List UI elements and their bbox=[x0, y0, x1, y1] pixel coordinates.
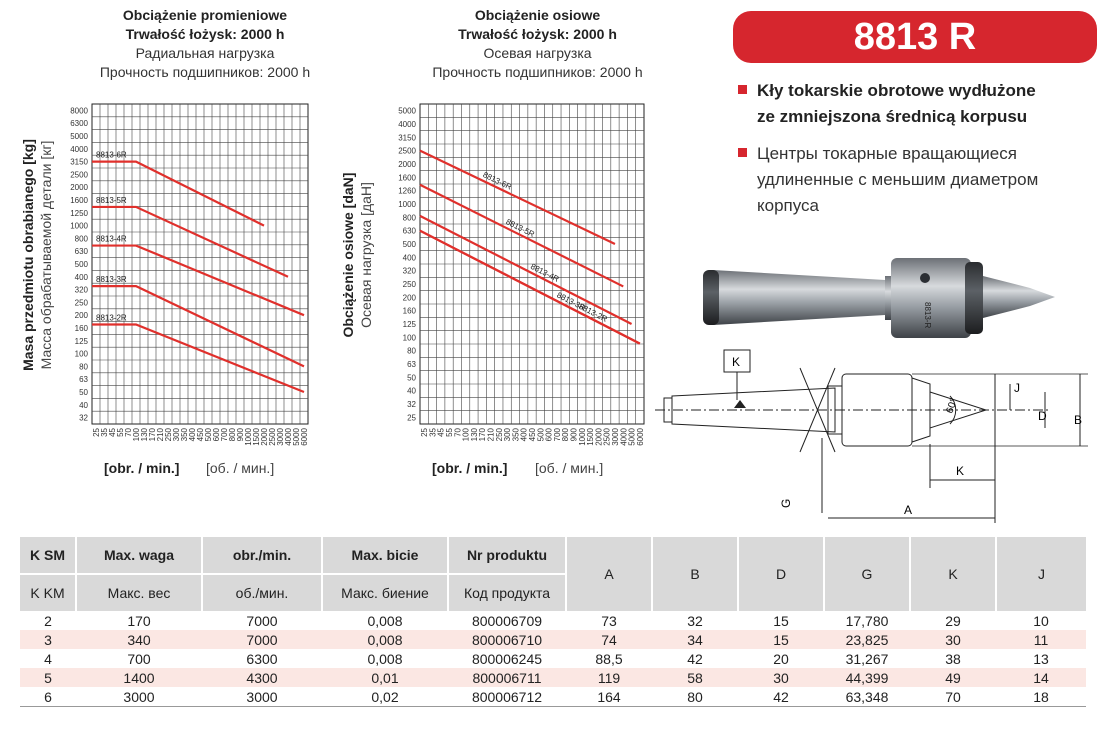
table-cell: 2 bbox=[44, 612, 52, 629]
table-cell: 1400 bbox=[76, 668, 202, 687]
y-tick-label: 500 bbox=[402, 240, 416, 249]
x-tick-label: 2500 bbox=[268, 428, 277, 446]
table-cell: 74 bbox=[566, 630, 652, 649]
table-cell: 15 bbox=[738, 630, 824, 649]
table-cell: 800006245 bbox=[471, 650, 543, 667]
y-tick-label: 25 bbox=[407, 413, 416, 423]
x-tick-label: 70 bbox=[453, 428, 463, 437]
y-tick-label: 4000 bbox=[70, 144, 88, 154]
table-cell: 800006710 bbox=[448, 630, 566, 649]
y-tick-label: 1250 bbox=[70, 208, 88, 218]
chart2-subtitle: Trwałość łożysk: 2000 h bbox=[458, 26, 617, 42]
header-k-sm: K SM bbox=[20, 537, 76, 574]
x-tick-label: 500 bbox=[536, 428, 546, 442]
x-tick-label: 6000 bbox=[300, 428, 309, 446]
y-tick-label: 3150 bbox=[70, 157, 88, 167]
y-tick-label: 80 bbox=[407, 346, 416, 356]
header-d: D bbox=[738, 537, 824, 611]
x-tick-label: 130 bbox=[469, 428, 479, 442]
drawing-label-d: D bbox=[1038, 409, 1047, 423]
header-max-runout: Max. bicie bbox=[322, 537, 448, 574]
x-tick-label: 1000 bbox=[577, 428, 587, 446]
chart2-title-block bbox=[400, 6, 675, 82]
table-cell: 34 bbox=[652, 630, 738, 649]
series-label: 8813-2R bbox=[577, 301, 609, 324]
table-cell: 0,008 bbox=[322, 630, 448, 649]
x-tick-label: 250 bbox=[164, 428, 173, 442]
y-tick-label: 32 bbox=[79, 413, 88, 423]
table-cell: 6300 bbox=[246, 650, 278, 667]
table-cell: 0,008 bbox=[367, 650, 403, 667]
x-tick-label: 45 bbox=[108, 428, 117, 437]
x-tick-label: 5000 bbox=[627, 428, 637, 446]
table-cell: 4300 bbox=[202, 668, 322, 687]
series-label: 8813-6R bbox=[96, 150, 127, 160]
y-tick-label: 125 bbox=[74, 336, 88, 346]
x-tick-label: 400 bbox=[188, 428, 197, 442]
table-row bbox=[20, 687, 1086, 707]
x-tick-label: 55 bbox=[116, 428, 125, 437]
table-cell: 13 bbox=[1033, 650, 1049, 667]
y-tick-label: 200 bbox=[402, 293, 416, 303]
x-tick-label: 1000 bbox=[244, 428, 253, 446]
y-tick-label: 1600 bbox=[70, 196, 88, 205]
series-label: 8813-6R bbox=[481, 170, 514, 192]
chart2-xlabel-ru: [об. / мин.] bbox=[535, 460, 604, 476]
x-tick-label: 210 bbox=[486, 428, 496, 442]
x-tick-label: 130 bbox=[140, 428, 149, 442]
chart2-subtitle-ru: Прочность подшипников: 2000 h bbox=[432, 64, 643, 80]
table-cell: 5 bbox=[20, 668, 76, 687]
chart1-subtitle-ru: Прочность подшипников: 2000 h bbox=[99, 64, 311, 80]
y-tick-label: 100 bbox=[74, 349, 88, 359]
y-tick-label: 5000 bbox=[70, 132, 88, 141]
y-tick-label: 1260 bbox=[398, 186, 416, 196]
model-badge: 8813 R bbox=[733, 11, 1097, 63]
y-tick-label: 125 bbox=[402, 320, 416, 329]
table-cell: 340 bbox=[76, 630, 202, 649]
drawing-label-angle: 60° bbox=[944, 397, 960, 416]
drawing-label-b: B bbox=[1074, 413, 1083, 427]
series-label: 8813-4R bbox=[96, 234, 127, 244]
chart2-xlabel: [obr. / min.] bbox=[432, 460, 508, 476]
x-tick-label: 2000 bbox=[260, 428, 269, 446]
product-image bbox=[695, 240, 1070, 350]
x-tick-label: 4000 bbox=[619, 428, 629, 446]
y-tick-label: 32 bbox=[407, 400, 416, 409]
table-cell: 63,348 bbox=[824, 687, 910, 707]
y-tick-label: 500 bbox=[74, 260, 88, 269]
x-tick-label: 500 bbox=[204, 428, 213, 442]
x-tick-label: 450 bbox=[528, 428, 537, 442]
table-cell: 119 bbox=[566, 668, 652, 687]
x-tick-label: 2000 bbox=[594, 428, 604, 446]
chart1-ylabel: Masa przedmiotu obrabianego [kg] bbox=[20, 139, 36, 371]
header-b: B bbox=[652, 537, 738, 611]
table-cell: 44,399 bbox=[824, 668, 910, 687]
x-tick-label: 35 bbox=[100, 428, 109, 437]
chart2-ylabel: Obciążenie osiowe [daN] bbox=[340, 172, 356, 338]
y-tick-label: 250 bbox=[74, 298, 88, 308]
y-tick-label: 63 bbox=[407, 360, 416, 369]
y-tick-label: 40 bbox=[407, 386, 416, 396]
x-tick-label: 70 bbox=[124, 428, 133, 437]
header-rpm: obr./min. bbox=[202, 537, 322, 574]
y-tick-label: 400 bbox=[402, 253, 416, 263]
header-k: K bbox=[910, 537, 996, 611]
table-cell: 3 bbox=[20, 630, 76, 649]
table-cell: 3000 bbox=[76, 687, 202, 707]
desc-ru-line2: удлиненные с меньшим диаметром bbox=[757, 170, 1039, 189]
table-cell: 42 bbox=[738, 687, 824, 707]
table-cell: 15 bbox=[773, 612, 789, 629]
x-tick-label: 600 bbox=[212, 428, 221, 442]
x-tick-label: 6000 bbox=[635, 428, 645, 446]
drawing-label-k: K bbox=[956, 464, 965, 478]
table-cell: 38 bbox=[945, 650, 961, 667]
technical-drawing bbox=[650, 348, 1095, 533]
header-j: J bbox=[996, 537, 1086, 611]
x-tick-label: 45 bbox=[436, 428, 446, 437]
x-tick-label: 3000 bbox=[276, 428, 285, 446]
table-cell: 700 bbox=[127, 650, 151, 667]
table-cell: 170 bbox=[127, 612, 151, 629]
chart1-xlabel-ru: [об. / мин.] bbox=[206, 460, 275, 476]
x-tick-label: 100 bbox=[461, 428, 471, 442]
table-cell: 42 bbox=[687, 650, 703, 667]
table-cell: 800006711 bbox=[448, 668, 566, 687]
x-tick-label: 900 bbox=[236, 428, 245, 442]
table-cell: 88,5 bbox=[595, 650, 623, 667]
x-tick-label: 600 bbox=[544, 428, 554, 442]
shank-end bbox=[703, 270, 719, 325]
chart2-axial-load bbox=[360, 100, 660, 455]
chart2-ylabel-ru: Осевая нагрузка [даН] bbox=[358, 182, 374, 328]
x-tick-label: 800 bbox=[228, 428, 237, 442]
table-cell: 0,01 bbox=[322, 668, 448, 687]
product-engraving: 8813-R bbox=[923, 302, 932, 329]
chart1-radial-load bbox=[40, 100, 330, 455]
y-tick-label: 50 bbox=[79, 388, 88, 397]
desc-ru-line1: Центры токарные вращающиеся bbox=[757, 144, 1017, 163]
chart1-title-ru: Радиальная нагрузка bbox=[135, 45, 275, 61]
series-label: 8813-3R bbox=[96, 275, 127, 285]
y-tick-label: 100 bbox=[402, 333, 416, 343]
x-tick-label: 800 bbox=[561, 428, 571, 442]
table-cell: 11 bbox=[996, 630, 1086, 649]
x-tick-label: 350 bbox=[180, 428, 189, 442]
x-tick-label: 4000 bbox=[284, 428, 293, 446]
table-cell: 70 bbox=[910, 687, 996, 707]
desc-ru bbox=[738, 141, 1038, 219]
front-cap bbox=[965, 262, 983, 334]
x-tick-label: 170 bbox=[478, 428, 488, 442]
x-tick-label: 1500 bbox=[252, 428, 261, 446]
drawing-label-j: J bbox=[1014, 381, 1020, 395]
y-tick-label: 80 bbox=[79, 362, 88, 372]
y-tick-label: 320 bbox=[402, 266, 416, 276]
series-label: 8813-3R bbox=[555, 290, 587, 313]
table-cell: 18 bbox=[996, 687, 1086, 707]
table-cell: 10 bbox=[1033, 612, 1049, 629]
x-tick-label: 3000 bbox=[610, 428, 620, 446]
table-row bbox=[20, 630, 1086, 649]
y-tick-label: 630 bbox=[74, 247, 88, 257]
y-tick-label: 6300 bbox=[70, 119, 88, 129]
y-tick-label: 160 bbox=[402, 306, 416, 316]
chart1-xlabel: [obr. / min.] bbox=[104, 460, 180, 476]
x-tick-label: 350 bbox=[511, 428, 521, 442]
y-tick-label: 40 bbox=[79, 400, 88, 410]
table-cell: 6 bbox=[20, 687, 76, 707]
table-cell: 3000 bbox=[202, 687, 322, 707]
y-tick-label: 2500 bbox=[70, 170, 88, 180]
x-tick-label: 700 bbox=[552, 428, 562, 442]
table-cell: 49 bbox=[910, 668, 996, 687]
desc-pl-line1: Kły tokarskie obrotowe wydłużone bbox=[757, 81, 1036, 100]
y-tick-label: 1000 bbox=[70, 221, 88, 231]
y-tick-label: 2000 bbox=[398, 160, 416, 169]
x-tick-label: 300 bbox=[172, 428, 181, 442]
x-tick-label: 35 bbox=[428, 428, 438, 437]
y-tick-label: 320 bbox=[74, 285, 88, 295]
x-tick-label: 25 bbox=[92, 428, 101, 437]
y-tick-label: 3150 bbox=[398, 133, 416, 143]
table-row bbox=[20, 649, 1086, 668]
x-tick-label: 400 bbox=[519, 428, 529, 442]
y-tick-label: 63 bbox=[79, 375, 88, 385]
drawing-label-a: A bbox=[904, 503, 913, 517]
header-max-weight-ru: Макс. вес bbox=[76, 574, 202, 611]
x-tick-label: 450 bbox=[196, 428, 205, 442]
drawing-label-k-top: K bbox=[732, 355, 741, 369]
x-tick-label: 700 bbox=[220, 428, 229, 442]
series-label: 8813-4R bbox=[529, 261, 561, 284]
y-tick-label: 800 bbox=[74, 234, 88, 244]
table-cell: 164 bbox=[566, 687, 652, 707]
table-cell: 32 bbox=[687, 612, 703, 629]
table-cell: 0,008 bbox=[367, 612, 403, 629]
y-tick-label: 400 bbox=[74, 272, 88, 282]
table-cell: 0,02 bbox=[322, 687, 448, 707]
table-cell: 20 bbox=[773, 650, 789, 667]
y-tick-label: 4000 bbox=[398, 120, 416, 129]
table-cell: 58 bbox=[652, 668, 738, 687]
table-row bbox=[20, 611, 1086, 630]
header-a: A bbox=[566, 537, 652, 611]
y-tick-label: 1000 bbox=[398, 200, 416, 209]
series-label: 8813-5R bbox=[96, 195, 127, 205]
y-tick-label: 160 bbox=[74, 324, 88, 333]
y-tick-label: 50 bbox=[407, 373, 416, 383]
x-tick-label: 210 bbox=[156, 428, 165, 442]
table-cell: 30 bbox=[910, 630, 996, 649]
table-cell: 800006712 bbox=[448, 687, 566, 707]
table-cell: 30 bbox=[738, 668, 824, 687]
y-tick-label: 630 bbox=[402, 226, 416, 236]
chart2-title-ru: Осевая нагрузка bbox=[483, 45, 592, 61]
header-product-no-ru: Код продукта bbox=[448, 574, 566, 611]
taper-shank bbox=[713, 270, 885, 325]
y-tick-label: 800 bbox=[402, 213, 416, 223]
header-g: G bbox=[824, 537, 910, 611]
x-tick-label: 55 bbox=[445, 428, 455, 437]
table-cell: 23,825 bbox=[824, 630, 910, 649]
x-tick-label: 250 bbox=[494, 428, 504, 442]
table-cell: 800006709 bbox=[471, 612, 543, 629]
x-tick-label: 100 bbox=[132, 428, 141, 442]
bullet-square-icon bbox=[738, 148, 747, 157]
bullet-square-icon bbox=[738, 85, 747, 94]
x-tick-label: 170 bbox=[148, 428, 157, 442]
x-tick-label: 25 bbox=[420, 428, 430, 437]
y-tick-label: 2500 bbox=[398, 146, 416, 156]
table-cell: 7000 bbox=[246, 612, 278, 629]
spec-table-body bbox=[20, 611, 1086, 707]
header-k-km: K KM bbox=[20, 574, 76, 611]
table-cell: 31,267 bbox=[845, 650, 889, 667]
chart1-title-block bbox=[70, 6, 340, 82]
y-tick-label: 250 bbox=[402, 280, 416, 289]
chart1-title: Obciążenie promieniowe bbox=[122, 7, 288, 23]
y-tick-label: 8000 bbox=[70, 106, 88, 116]
y-tick-label: 2000 bbox=[70, 183, 88, 193]
chart2-title: Obciążenie osiowe bbox=[474, 7, 601, 23]
table-cell: 29 bbox=[945, 612, 961, 629]
table-row bbox=[20, 668, 1086, 687]
table-cell: 80 bbox=[652, 687, 738, 707]
x-tick-label: 300 bbox=[503, 428, 513, 442]
spec-table bbox=[20, 537, 1086, 707]
x-tick-label: 2500 bbox=[602, 428, 612, 446]
series-label: 8813-5R bbox=[504, 217, 536, 239]
x-tick-label: 900 bbox=[569, 428, 579, 442]
chart1-subtitle: Trwałość łożysk: 2000 h bbox=[125, 26, 285, 42]
table-cell: 73 bbox=[601, 612, 617, 629]
y-tick-label: 5000 bbox=[398, 106, 416, 116]
desc-pl bbox=[738, 78, 1036, 130]
x-tick-label: 5000 bbox=[292, 428, 301, 446]
header-rpm-ru: об./мин. bbox=[202, 574, 322, 611]
table-cell: 17,780 bbox=[845, 612, 889, 629]
y-tick-label: 1600 bbox=[398, 173, 416, 183]
drawing-label-g: G bbox=[779, 498, 793, 508]
header-product-no: Nr produktu bbox=[448, 537, 566, 574]
table-cell: 7000 bbox=[202, 630, 322, 649]
desc-ru-line3: корпуса bbox=[757, 196, 820, 215]
table-cell: 4 bbox=[44, 650, 52, 667]
series-label: 8813-2R bbox=[96, 313, 127, 323]
point-tip bbox=[983, 276, 1055, 318]
desc-pl-line2: ze zmniejszona średnicą korpusu bbox=[757, 107, 1028, 126]
x-tick-label: 1500 bbox=[586, 428, 596, 446]
table-cell: 14 bbox=[996, 668, 1086, 687]
logo-icon bbox=[920, 273, 930, 283]
header-max-weight: Max. waga bbox=[76, 537, 202, 574]
header-max-runout-ru: Макс. биение bbox=[322, 574, 448, 611]
y-tick-label: 200 bbox=[74, 311, 88, 321]
chart1-ylabel-ru: Масса обрабатываемой детали [кг] bbox=[38, 140, 54, 370]
